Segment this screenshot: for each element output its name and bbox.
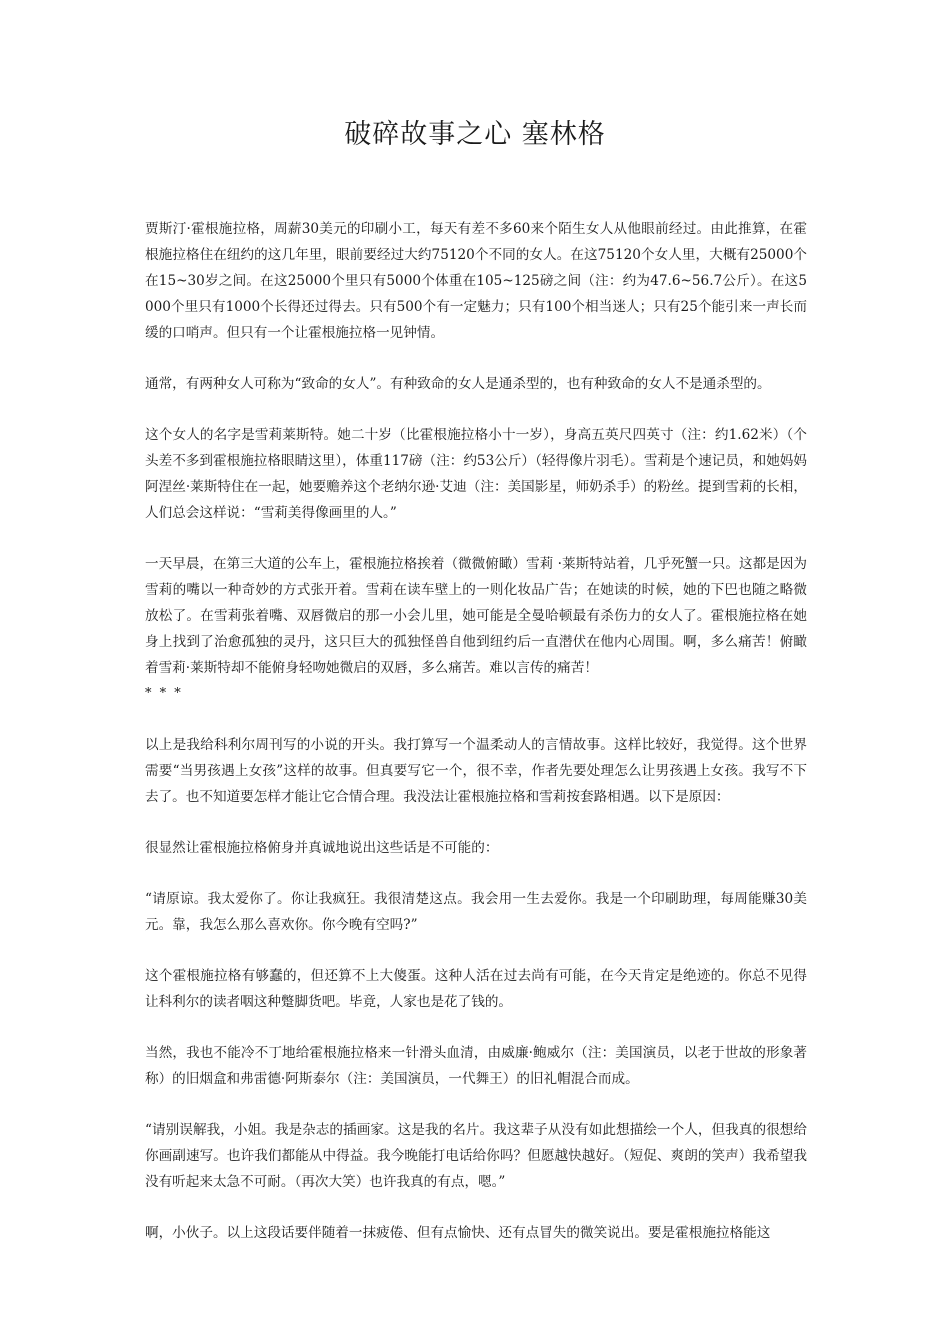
paragraph: 这个霍根施拉格有够蠢的，但还算不上大傻蛋。这种人活在过去尚有可能，在今天肯定是绝迹的。你总不见得让科利尔的读者咽这种蹩脚货吧。毕竟，人家也是花了钱的。 (145, 968, 807, 1010)
paragraph: 贾斯汀·霍根施拉格，周薪30美元的印刷小工，每天有差不多60来个陌生女人从他眼前经过。由此推算，在霍根施拉格住在纽约的这几年里，眼前要经过大约75120个不同的女人。在这75120个女人里，大概有25000个在15~30岁之间。在这25000个里只有5000个体重在105~125磅之间（注：约为47.6~56.7公斤）。在这5000个里只有1000个长得还过得去。只有500个有一定魅力；只有100个相当迷人；只有25个能引来一声长而缓的口哨声。但只有一个让霍根施拉格一见钟情。 (145, 221, 807, 341)
paragraph: 很显然让霍根施拉格俯身并真诚地说出这些话是不可能的： (145, 840, 499, 856)
document-title: 破碎故事之心 塞林格 (344, 119, 606, 150)
paragraph: 这个女人的名字是雪莉莱斯特。她二十岁（比霍根施拉格小十一岁），身高五英尺四英寸（注：约1.62米）（个头差不多到霍根施拉格眼睛这里），体重117磅（注：约53公斤）（轻得像片羽毛）。雪莉是个速记员，和她妈妈阿涅丝·莱斯特住在一起，她要赡养这个老纳尔逊·艾迪（注：美国影星，师奶杀手）的粉丝。提到雪莉的长相，人们总会这样说：“雪莉美得像画里的人。” (145, 427, 807, 521)
paragraph: 通常，有两种女人可称为“致命的女人”。有种致命的女人是通杀型的，也有种致命的女人不是通杀型的。 (145, 376, 771, 392)
paragraph: 当然，我也不能冷不丁地给霍根施拉格来一针滑头血清，由威廉·鲍威尔（注：美国演员，以老于世故的形象著称）的旧烟盒和弗雷德·阿斯泰尔（注：美国演员，一代舞王）的旧礼帽混合而成。 (145, 1045, 807, 1087)
section-separator: * * * (145, 686, 183, 701)
paragraph: 以上是我给科利尔周刊写的小说的开头。我打算写一个温柔动人的言情故事。这样比较好，我觉得。这个世界需要“当男孩遇上女孩”这样的故事。但真要写它一个，很不幸，作者先要处理怎么让男孩遇上女孩。我写不下去了。也不知道要怎样才能让它合情合理。我没法让霍根施拉格和雪莉按套路相遇。以下是原因： (145, 737, 807, 805)
paragraph: “请别误解我，小姐。我是杂志的插画家。这是我的名片。我这辈子从没有如此想描绘一个人，但我真的很想给你画副速写。也许我们都能从中得益。我今晚能打电话给你吗？但愿越快越好。（短促、爽朗的笑声）我希望我没有听起来太急不可耐。（再次大笑）也许我真的有点，嗯。” (145, 1122, 807, 1190)
paragraph: “请原谅。我太爱你了。你让我疯狂。我很清楚这点。我会用一生去爱你。我是一个印刷助理，每周能赚30美元。靠，我怎么那么喜欢你。你今晚有空吗?” (145, 891, 807, 933)
paragraph: 一天早晨，在第三大道的公车上，霍根施拉格挨着（微微俯瞰）雪莉 ·莱斯特站着，几乎死蟹一只。这都是因为雪莉的嘴以一种奇妙的方式张开着。雪莉在读车壁上的一则化妆品广告；在她读的时候，她的下巴也随之略微放松了。在雪莉张着嘴、双唇微启的那一小会儿里，她可能是全曼哈顿最有杀伤力的女人了。霍根施拉格在她身上找到了治愈孤独的灵丹，这只巨大的孤独怪兽自他到纽约后一直潜伏在他内心周围。啊，多么痛苦！俯瞰着雪莉·莱斯特却不能俯身轻吻她微启的双唇，多么痛苦。难以言传的痛苦！ (145, 556, 807, 676)
paragraph: 啊，小伙子。以上这段话要伴随着一抹疲倦、但有点愉快、还有点冒失的微笑说出。要是霍根施拉格能这 (145, 1225, 771, 1241)
document-body (145, 216, 807, 1271)
